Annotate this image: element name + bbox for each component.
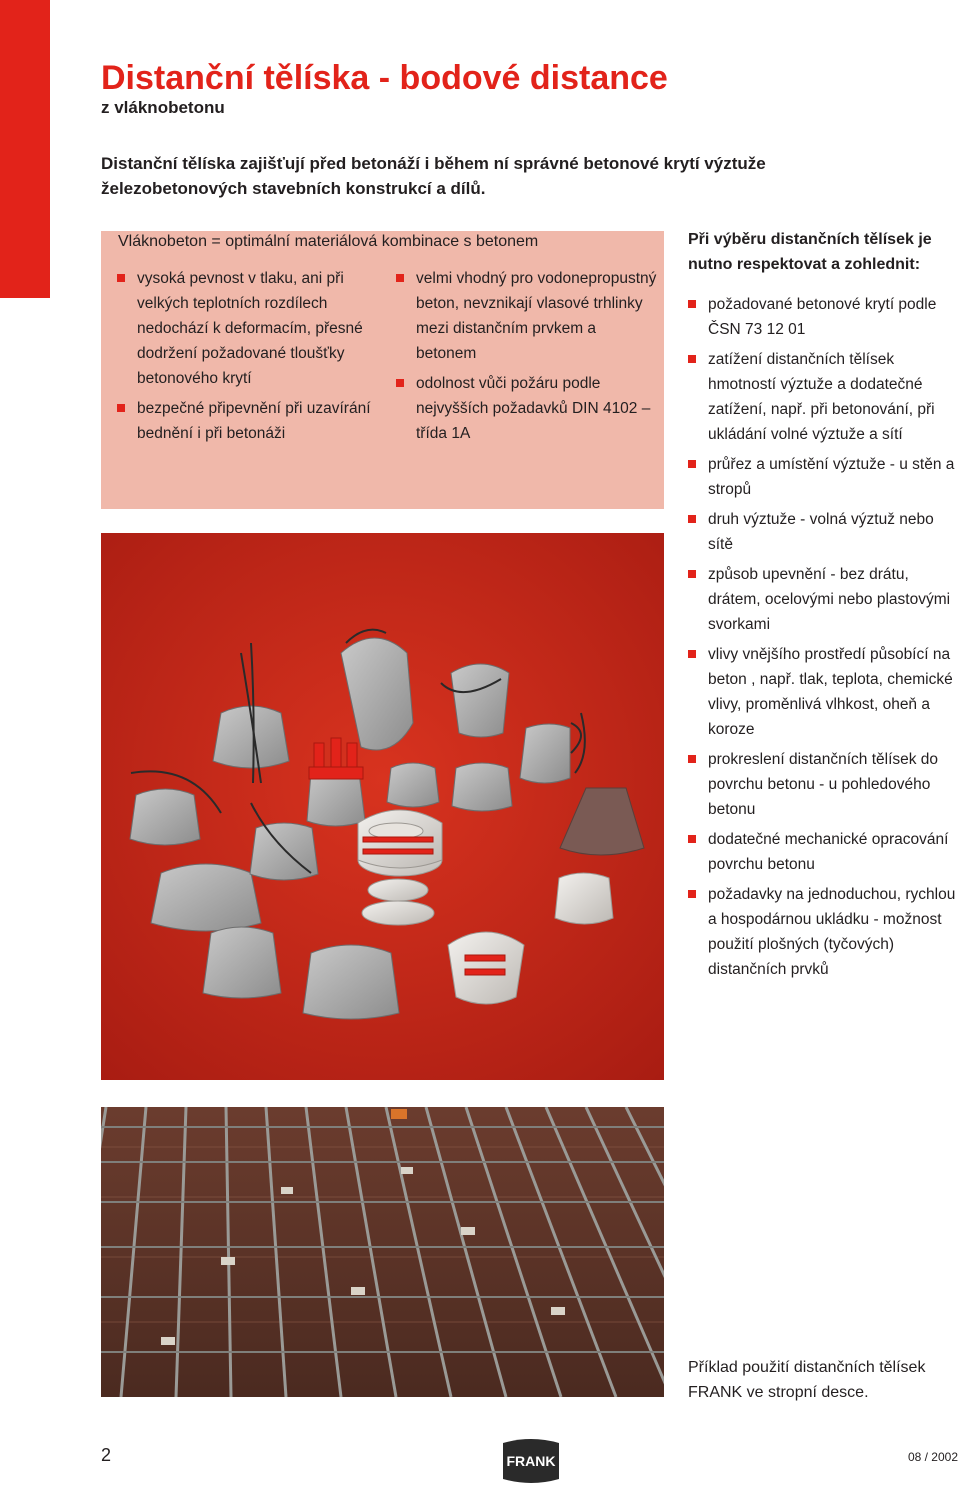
square-bullet-icon: [688, 515, 696, 523]
page-title: Distanční tělíska - bodové distance: [101, 59, 668, 97]
list-item: druh výztuže - volná výztuž nebo sítě: [688, 507, 958, 557]
red-side-tab: [0, 0, 50, 298]
product-photo: [101, 533, 664, 1080]
frank-logo-icon: [499, 1437, 563, 1485]
list-item: vlivy vnějšího prostředí působící na beton , např. tlak, teplota, chemické vlivy, proměnlivá vlhkost, oheň a koroze: [688, 642, 958, 742]
square-bullet-icon: [688, 460, 696, 468]
square-bullet-icon: [688, 890, 696, 898]
rebar-mesh-illustration: [101, 1107, 664, 1397]
square-bullet-icon: [396, 379, 404, 387]
square-bullet-icon: [117, 404, 125, 412]
list-item: bezpečné připevnění při uzavírání bednění i při betonáži: [117, 396, 379, 446]
logo-text: FRANK: [506, 1453, 556, 1469]
list-item: průřez a umístění výztuže - u stěn a stropů: [688, 452, 958, 502]
square-bullet-icon: [688, 300, 696, 308]
square-bullet-icon: [688, 835, 696, 843]
list-item: odolnost vůči požáru podle nejvyšších požadavků DIN 4102 – třída 1A: [396, 371, 658, 446]
square-bullet-icon: [688, 650, 696, 658]
list-item: požadované betonové krytí podle ČSN 73 12 01: [688, 292, 958, 342]
list-item: zatížení distančních tělísek hmotností výztuže a dodatečné zatížení, např. při betonování, při ukládání volné výztuže a sítí: [688, 347, 958, 447]
square-bullet-icon: [117, 274, 125, 282]
list-item: vysoká pevnost v tlaku, ani při velkých teplotních rozdílech nedochází k deformacím, přesné dodržení požadované tloušťky betonového krytí: [117, 266, 379, 391]
list-item: dodatečné mechanické opracování povrchu betonu: [688, 827, 958, 877]
issue-date: 08 / 2002: [907, 1450, 958, 1464]
criteria-list: [688, 292, 958, 987]
feature-list-left: [117, 266, 379, 451]
list-item: velmi vhodný pro vodonepropustný beton, nevznikají vlasové trhlinky mezi distančním prvkem a betonem: [396, 266, 658, 366]
square-bullet-icon: [688, 755, 696, 763]
list-item: prokreslení distančních tělísek do povrchu betonu - u pohledového betonu: [688, 747, 958, 822]
list-item: požadavky na jednoduchou, rychlou a hospodárnou ukládku - možnost použití plošných (tyčových) distančních prvků: [688, 882, 958, 982]
list-item: způsob upevnění - bez drátu, drátem, ocelovými nebo plastovými svorkami: [688, 562, 958, 637]
page-subtitle: z vláknobetonu: [101, 98, 225, 117]
spacers-illustration: [101, 533, 664, 1080]
square-bullet-icon: [688, 570, 696, 578]
photo-caption: Příklad použití distančních tělísek FRANK ve stropní desce.: [688, 1359, 926, 1401]
frank-logo: [499, 1437, 563, 1485]
square-bullet-icon: [688, 355, 696, 363]
intro-text: Distanční tělíska zajišťují před betonáží i během ní správné betonové krytí výztuže železobetonových stavebních konstrukcí a dílů.: [101, 154, 766, 198]
feature-box-heading: Vláknobeton = optimální materiálová kombinace s betonem: [118, 233, 539, 250]
square-bullet-icon: [396, 274, 404, 282]
feature-list-right: [396, 266, 658, 451]
rebar-photo: [101, 1107, 664, 1397]
page-number: 2: [101, 1445, 112, 1465]
criteria-heading: Při výběru distančních tělísek je nutno respektovat a zohlednit:: [688, 231, 932, 273]
